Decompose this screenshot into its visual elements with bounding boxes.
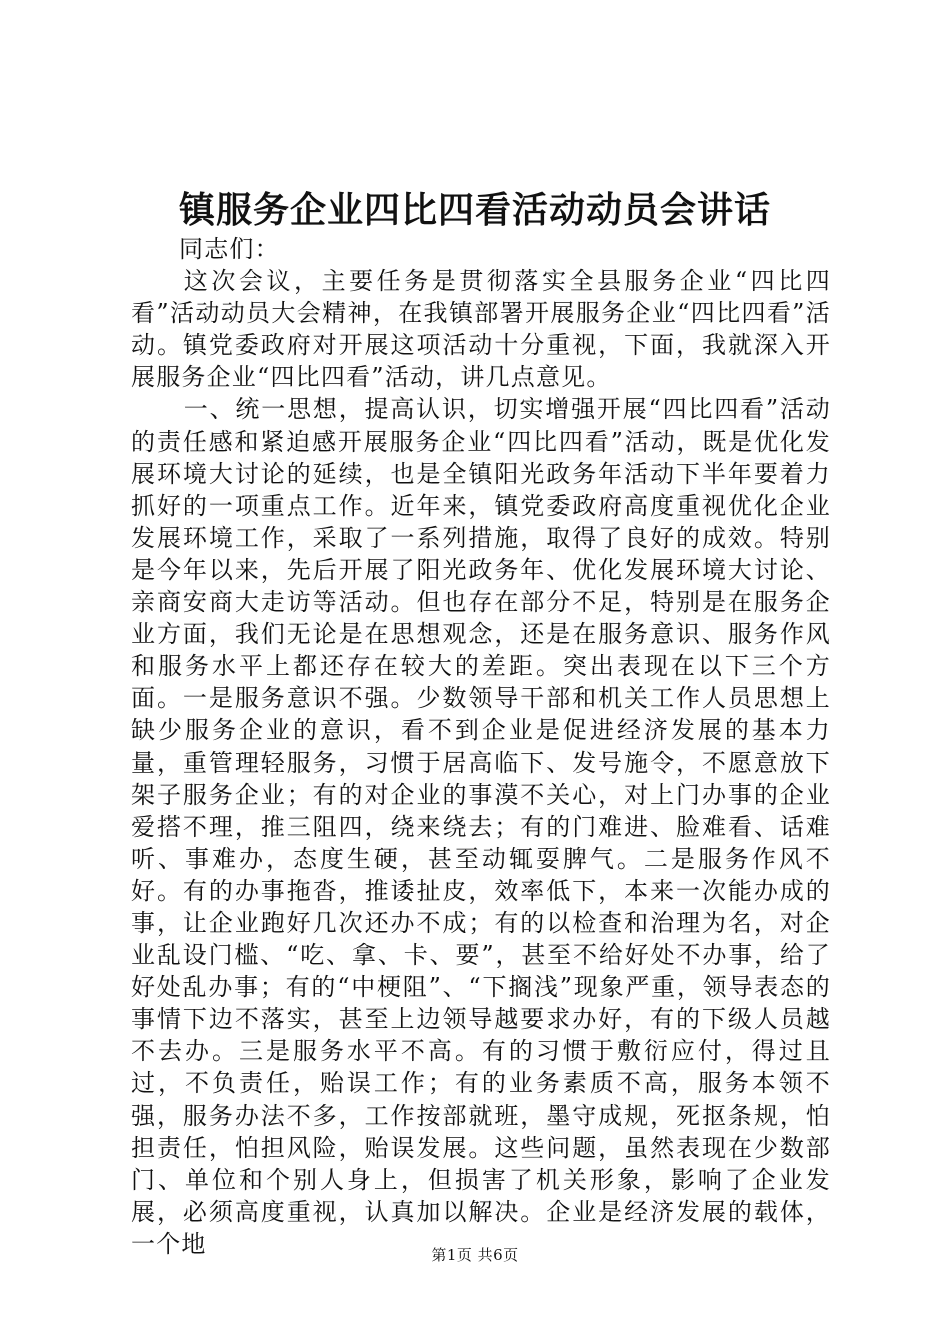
paragraph-intro: 这次会议，主要任务是贯彻落实全县服务企业“四比四看”活动动员大会精神，在我镇部署开展服务企业“四比四看”活动。镇党委政府对开展这项活动十分重视，下面，我就深入开展服务企业“四比四看”活动，讲几点意见。 [131,267,831,392]
document-body [131,233,831,1260]
page-number-footer: 第1页 共6页 [431,1246,519,1264]
greeting-line: 同志们： [179,235,280,263]
document-title: 镇服务企业四比四看活动动员会讲话 [178,189,771,231]
paragraph-section-one: 一、统一思想，提高认识，切实增强开展“四比四看”活动的责任感和紧迫感开展服务企业“四比四看”活动，既是优化发展环境大讨论的延续，也是全镇阳光政务年活动下半年要着力抓好的一项重点工作。近年来，镇党委政府高度重视优化企业发展环境工作，采取了一系列措施，取得了良好的成效。特别是今年以来，先后开展了阳光政务年、优化发展环境大讨论、亲商安商大走访等活动。但也存在部分不足，特别是在服务企业方面，我们无论是在思想观念，还是在服务意识、服务作风和服务水平上都还存在较大的差距。突出表现在以下三个方面。一是服务意识不强。少数领导干部和机关工作人员思想上缺少服务企业的意识，看不到企业是促进经济发展的基本力量，重管理轻服务，习惯于居高临下、发号施令，不愿意放下架子服务企业；有的对企业的事漠不关心，对上门办事的企业爱搭不理，推三阻四，绕来绕去；有的门难进、脸难看、话难听、事难办，态度生硬，甚至动辄耍脾气。二是服务作风不好。有的办事拖沓，推诿扯皮，效率低下，本来一次能办成的事，让企业跑好几次还办不成；有的以检查和治理为名，对企业乱设门槛、“吃、拿、卡、要”，甚至不给好处不办事，给了好处乱办事；有的“中梗阻”、“下搁浅”现象严重，领导表态的事情下边不落实，甚至上边领导越要求办好，有的下级人员越不去办。三是服务水平不高。有的习惯于敷衍应付，得过且过，不负责任，贻误工作；有的业务素质不高，服务本领不强，服务办法不多，工作按部就班，墨守成规，死抠条规，怕担责任，怕担风险，贻误发展。这些问题，虽然表现在少数部门、单位和个别人身上，但损害了机关形象，影响了企业发展，必须高度重视，认真加以解决。企业是经济发展的载体，一个地 [131,395,831,1258]
